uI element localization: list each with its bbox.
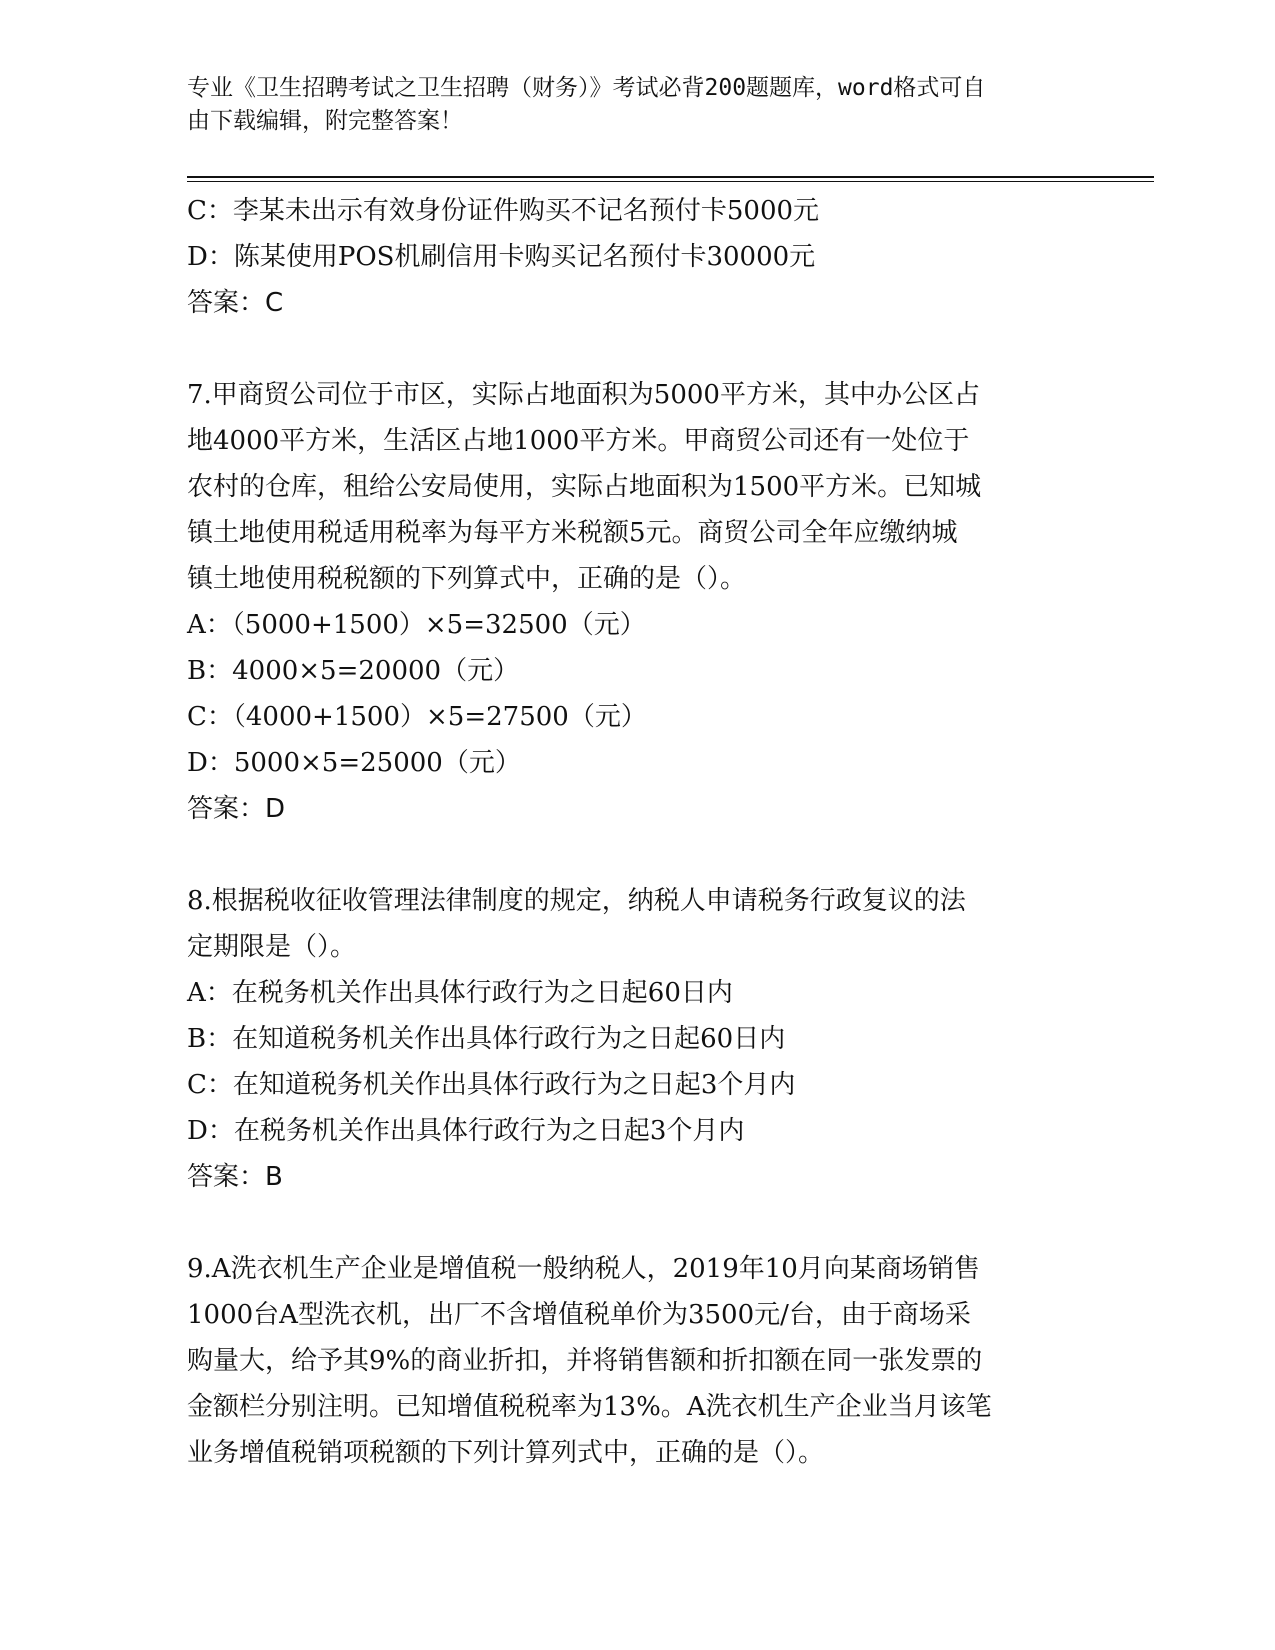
option-a: A：在税务机关作出具体行政行为之日起60日内 [187,978,733,1008]
question-stem-line: 7.甲商贸公司位于市区，实际占地面积为5000平方米，其中办公区占 [187,380,980,410]
answer-line: 答案：B [187,1162,283,1192]
question-8 [187,878,1087,1200]
question-stem-line: 镇土地使用税适用税率为每平方米税额5元。商贸公司全年应缴纳城 [187,518,958,548]
option-d: D：5000×5=25000（元） [187,748,521,778]
option-a: A：（5000+1500）×5=32500（元） [187,610,646,640]
question-stem-line: 定期限是（）。 [187,932,357,962]
question-stem-line: 购量大，给予其9%的商业折扣，并将销售额和折扣额在同一张发票的 [187,1346,983,1376]
header-line-1: 专业《卫生招聘考试之卫生招聘（财务）》考试必背200题题库，word格式可自 [187,75,986,101]
option-c: C：在知道税务机关作出具体行政行为之日起3个月内 [187,1070,796,1100]
spacer [187,1200,1087,1246]
option-d: D：在税务机关作出具体行政行为之日起3个月内 [187,1116,745,1146]
question-stem-line: 业务增值税销项税额的下列计算列式中，正确的是（）。 [187,1438,825,1468]
question-stem-line: 农村的仓库，租给公安局使用，实际占地面积为1500平方米。已知城 [187,472,982,502]
spacer [187,832,1087,878]
question-stem-line: 1000台A型洗衣机，出厂不含增值税单价为3500元/台，由于商场采 [187,1300,971,1330]
question-stem-line: 镇土地使用税税额的下列算式中，正确的是（）。 [187,564,747,594]
option-c: C：（4000+1500）×5=27500（元） [187,702,647,732]
question-7 [187,372,1087,832]
document-header [187,72,1067,138]
question-stem-line: 地4000平方米，生活区占地1000平方米。甲商贸公司还有一处位于 [187,426,970,456]
header-line-2: 由下载编辑，附完整答案！ [187,108,463,134]
question-stem-line: 金额栏分别注明。已知增值税税率为13%。A洗衣机生产企业当月该笔 [187,1392,992,1422]
answer-line: 答案：D [187,794,286,824]
option-b: B：4000×5=20000（元） [187,656,520,686]
document-body [187,188,1087,1476]
question-6-continued [187,188,1087,326]
spacer [187,326,1087,372]
question-9 [187,1246,1087,1476]
option-d: D：陈某使用POS机刷信用卡购买记名预付卡30000元 [187,242,816,272]
question-stem-line: 8.根据税收征收管理法律制度的规定，纳税人申请税务行政复议的法 [187,886,966,916]
header-rule-thick [187,176,1154,178]
header-rule-thin [187,181,1154,182]
answer-line: 答案：C [187,288,284,318]
option-b: B：在知道税务机关作出具体行政行为之日起60日内 [187,1024,786,1054]
option-c: C：李某未出示有效身份证件购买不记名预付卡5000元 [187,196,820,226]
question-stem-line: 9.A洗衣机生产企业是增值税一般纳税人，2019年10月向某商场销售 [187,1254,980,1284]
